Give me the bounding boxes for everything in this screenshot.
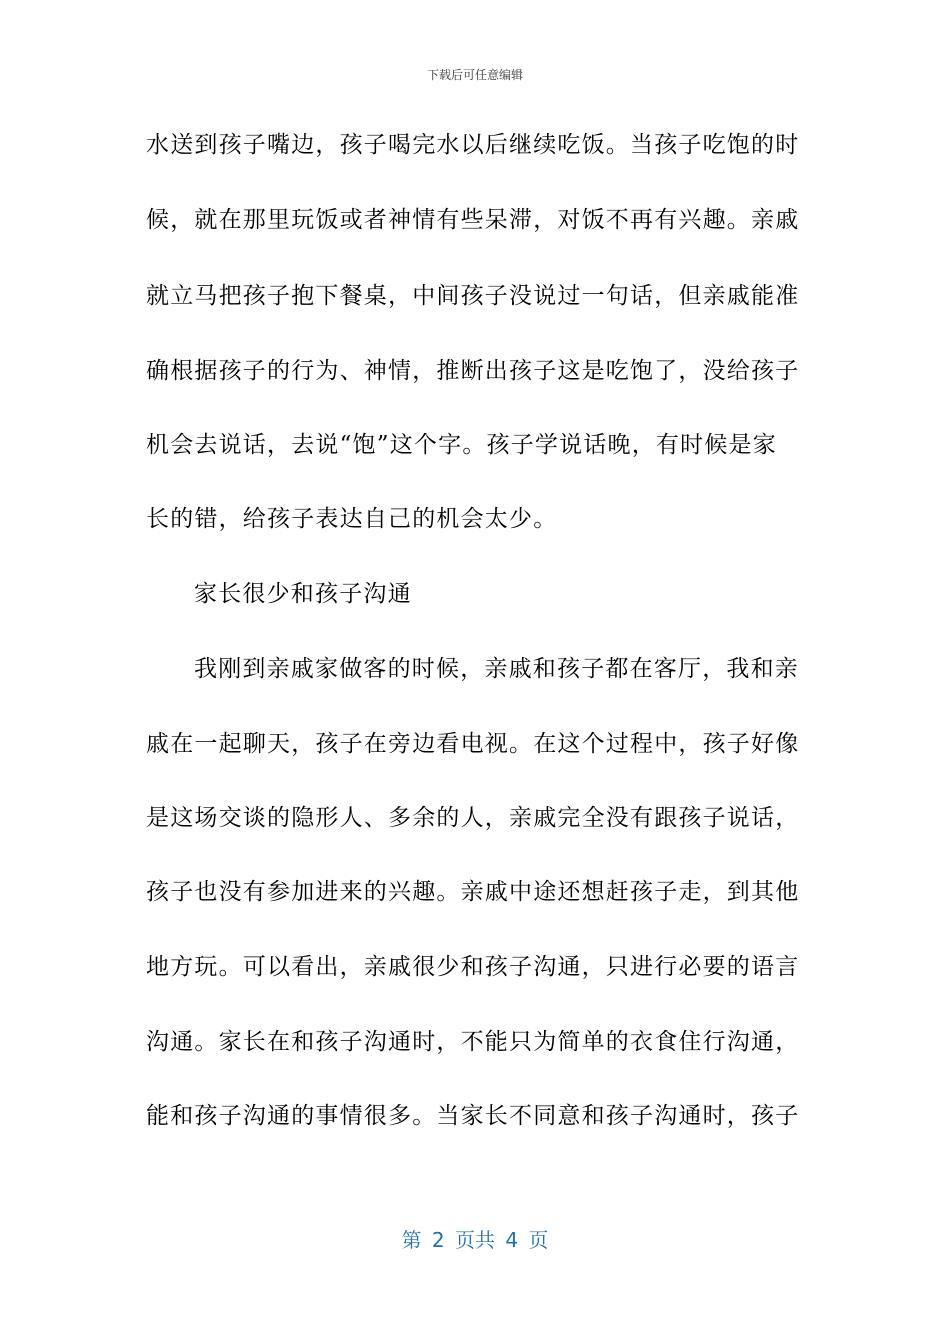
body-line: 机会去说话，去说“饱”这个字。孩子学说话晚，有时候是家 — [146, 432, 777, 458]
page-number-footer: 第 2 页共 4 页 — [401, 1228, 549, 1252]
body-line: 水送到孩子嘴边，孩子喝完水以后继续吃饭。当孩子吃饱的时 — [146, 132, 800, 158]
body-line: 长的错，给孩子表达自己的机会太少。 — [146, 506, 558, 532]
body-line: 戚在一起聊天，孩子在旁边看电视。在这个过程中，孩子好像 — [146, 731, 800, 757]
body-line: 是这场交谈的隐形人、多余的人，亲戚完全没有跟孩子说话， — [146, 805, 800, 831]
body-line: 能和孩子沟通的事情很多。当家长不同意和孩子沟通时，孩子 — [146, 1103, 800, 1129]
body-line: 就立马把孩子抱下餐桌，中间孩子没说过一句话，但亲戚能准 — [146, 283, 800, 309]
section-heading: 家长很少和孩子沟通 — [194, 581, 412, 607]
body-line: 地方玩。可以看出，亲戚很少和孩子沟通，只进行必要的语言 — [146, 954, 800, 980]
body-line: 候，就在那里玩饭或者神情有些呆滞，对饭不再有兴趣。亲戚 — [146, 207, 800, 233]
body-line: 沟通。家长在和孩子沟通时，不能只为简单的衣食住行沟通， — [146, 1029, 800, 1055]
page-header: 下载后可任意编辑 — [426, 68, 523, 82]
body-line: 孩子也没有参加进来的兴趣。亲戚中途还想赶孩子走，到其他 — [146, 879, 800, 905]
body-line: 确根据孩子的行为、神情，推断出孩子这是吃饱了，没给孩子 — [146, 358, 800, 384]
body-line: 我刚到亲戚家做客的时候，亲戚和孩子都在客厅，我和亲 — [194, 656, 799, 682]
